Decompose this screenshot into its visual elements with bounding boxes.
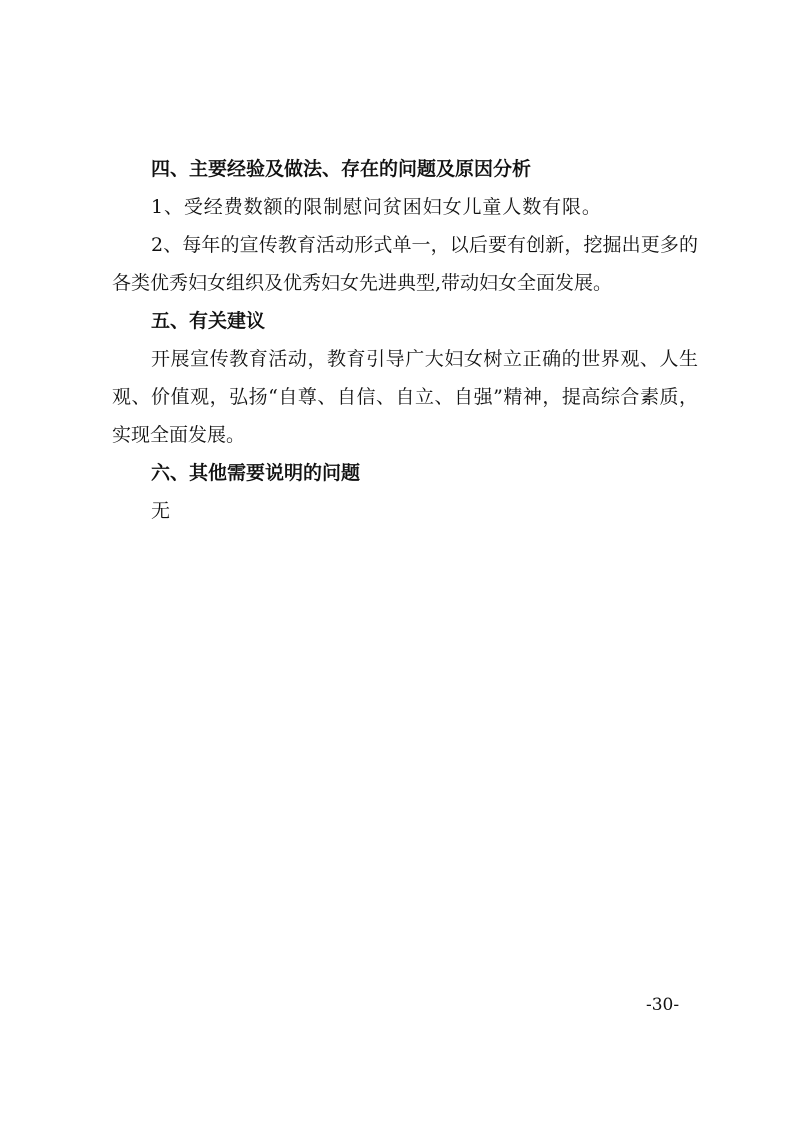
- page-number: -30-: [646, 995, 680, 1015]
- section-heading-suggestions: 五、有关建议: [151, 310, 266, 332]
- document-body: [112, 150, 698, 530]
- paragraph-funding-limit: 1、受经费数额的限制慰问贫困妇女儿童人数有限。: [151, 196, 602, 218]
- paragraph-none: 无: [151, 500, 171, 522]
- paragraph-suggestion: 开展宣传教育活动，教育引导广大妇女树立正确的世界观、人生观、价值观，弘扬“自尊、自信、自立、自强”精神，提高综合素质，实现全面发展。: [112, 348, 698, 446]
- section-heading-experience: 四、主要经验及做法、存在的问题及原因分析: [151, 158, 532, 180]
- section-heading-other-issues: 六、其他需要说明的问题: [151, 462, 361, 484]
- paragraph-publicity-activities: 2、每年的宣传教育活动形式单一，以后要有创新，挖掘出更多的各类优秀妇女组织及优秀妇女先进典型,带动妇女全面发展。: [112, 234, 698, 294]
